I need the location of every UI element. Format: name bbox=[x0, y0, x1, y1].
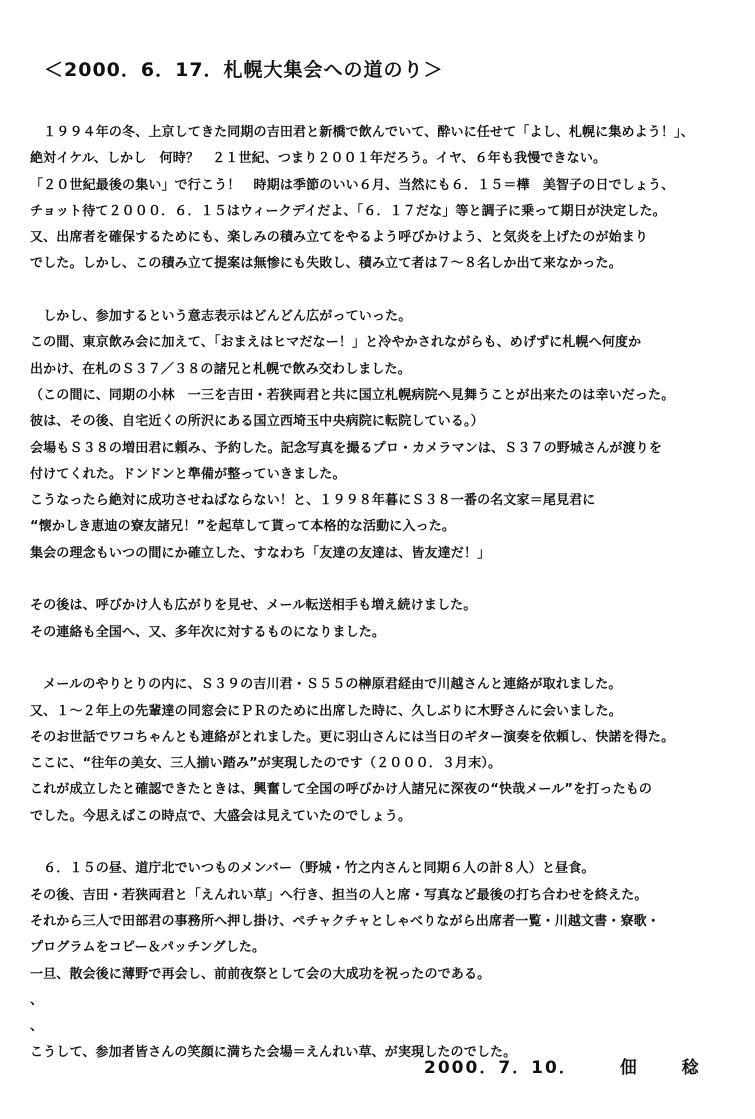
blank-line bbox=[30, 278, 742, 304]
signature-name: 佃 稔 bbox=[619, 1058, 713, 1078]
body-line: その後、吉田・若狭両君と「えんれい草」へ行き、担当の人と席・写真など最後の打ち合わせを終えた。 bbox=[30, 887, 648, 903]
body-line: 、 bbox=[30, 992, 44, 1008]
body-line: その後は、呼びかけ人も広がりを見せ、メール転送相手も増え続けました。 bbox=[30, 598, 477, 614]
body-line: メールのやりとりの内に、Ｓ３９の吉川君・Ｓ５５の榊原君経由で川越さんと連絡が取れました。 bbox=[30, 677, 622, 693]
body-line: １９９４年の冬、上京してきた同期の吉田君と新橋で飲んでいて、酔いに任せて「よし、札幌に集めよう！」、 bbox=[30, 125, 694, 140]
signature-date: 2000．7．10． bbox=[424, 1058, 578, 1078]
body-line: これが成立したと確認できたときは、興奮して全国の呼びかけ人諸兄に深夜の“快哉メール”を打ったもの bbox=[30, 782, 653, 798]
blank-line bbox=[30, 646, 742, 672]
body-line: 付けてくれた。ドンドンと準備が整っていきました。 bbox=[30, 466, 346, 482]
body-line: この間、東京飲み会に加えて、「おまえはヒマだなー！」と冷やかされながらも、めげずに札幌へ何度か bbox=[30, 335, 642, 351]
body-line: 彼は、その後、自宅近くの所沢にある国立西埼玉中央病院に転院している。） bbox=[30, 414, 484, 430]
body-line: ６．１５の昼、道庁北でいつものメンバー（野城・竹之内さんと同期６人の計８人）と昼食。 bbox=[30, 861, 595, 877]
body-line: その連絡も全国へ、又、多年次に対するものになりました。 bbox=[30, 624, 386, 640]
document-body bbox=[30, 120, 742, 1067]
body-line: こうなったら絶対に成功させねばならない！と、１９９８年暮にＳ３８一番の名文家＝尾見君に bbox=[30, 493, 596, 509]
body-line: こうして、参加者皆さんの笑顔に満ちた会場＝えんれい草、が実現したのでした。 bbox=[30, 1045, 517, 1061]
body-line: しかし、参加するという意志表示はどんどん広がっていった。 bbox=[30, 309, 412, 325]
document-title: ＜2000．6．17．札幌大集会への道のり＞ bbox=[44, 59, 444, 81]
body-line: 一旦、散会後に薄野で再会し、前前夜祭として会の大成功を祝ったのである。 bbox=[30, 966, 491, 982]
body-line: 集会の理念もいつの間にか確立した、すなわち「友達の友達は、皆友達だ！」 bbox=[30, 545, 491, 561]
body-line: 又、出席者を確保するためにも、楽しみの積み立てをやるよう呼びかけよう、と気炎を上げたのが始まり bbox=[30, 230, 649, 246]
body-line: 絶対イケル、しかし 何時？ ２１世紀、つまり２００１年だろう。イヤ、６年も我慢できない。 bbox=[30, 151, 607, 167]
body-line: でした。しかし、この積み立て提案は無惨にも失敗し、積み立て者は７〜８名しか出て来なかった。 bbox=[30, 256, 622, 272]
body-line: そのお世話でワコちゃんとも連絡がとれました。更に羽山さんには当日のギター演奏を依頼し、快諾を得た。 bbox=[30, 729, 675, 745]
body-line: 、 bbox=[30, 1019, 44, 1035]
body-line: プログラムをコピー＆パッチングした。 bbox=[30, 940, 266, 956]
body-line: “懐かしき恵迪の寮友諸兄！”を起草して貰って本格的な活動に入った。 bbox=[30, 519, 456, 535]
body-line: （この間に、同期の小林 一三を吉田・若狭両君と共に国立札幌病院へ見舞うことが出来たのは幸いだった。 bbox=[30, 387, 675, 403]
body-line: 会場もＳ３８の増田君に頼み、予約した。記念写真を撮るプロ・カメラマンは、Ｓ３７の野城さんが渡りを bbox=[30, 440, 662, 456]
body-line: 出かけ、在札のＳ３７／３８の諸兄と札幌で飲み交わしました。 bbox=[30, 361, 411, 377]
body-line: 「２０世紀最後の集い」で行こう！ 時期は季節のいい６月、当然にも６．１５＝樺 美智子の日でしょう、 bbox=[30, 177, 675, 193]
body-line: ここに、“往年の美女、三人揃い踏み”が実現したのです（２０００．３月末）。 bbox=[30, 756, 502, 772]
blank-line bbox=[30, 567, 742, 593]
signature-block bbox=[424, 1054, 713, 1082]
body-line: 又、１〜２年上の先輩達の同窓会にＰＲのために出席した時に、久しぶりに木野さんに会いました。 bbox=[30, 703, 622, 719]
body-line: それから三人で田部君の事務所へ押し掛け、ペチャクチャとしゃべりながら出席者一覧・川越文書・寮歌・ bbox=[30, 913, 660, 929]
blank-line bbox=[30, 830, 742, 856]
body-line: でした。今思えばこの時点で、大盛会は見えていたのでしょう。 bbox=[30, 808, 412, 824]
body-line: チョット待て２０００．６．１５はウィークデイだよ、「６．１７だな」等と調子に乗って期日が決定した。 bbox=[30, 203, 666, 219]
